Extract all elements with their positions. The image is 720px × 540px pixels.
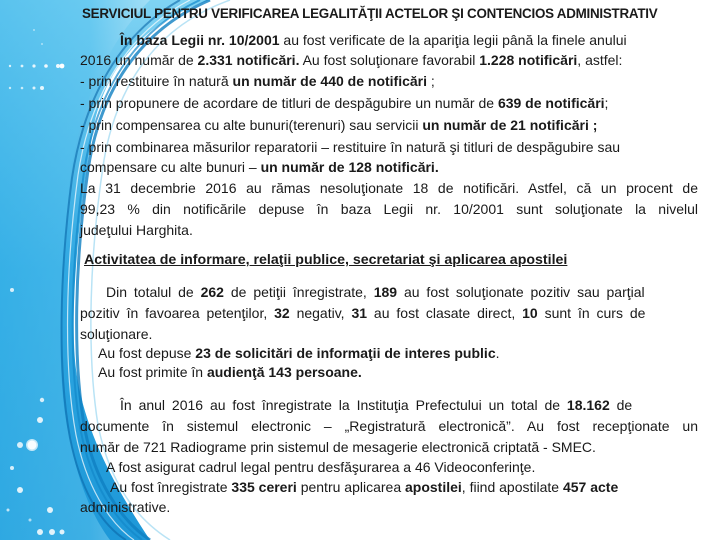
positive-petitions: 189 (373, 284, 398, 300)
text: compensare cu alte bunuri – (80, 159, 261, 175)
text: - prin propunere de acordare de titluri de despăgubire un număr de (80, 95, 498, 111)
text: ; (427, 73, 435, 89)
text: negativ, (289, 305, 352, 321)
text: pozitiv în favoarea petenţilor, (80, 305, 275, 321)
text: Au fost soluţionare favorabil (299, 52, 480, 68)
text: judeţului Harghita. (80, 222, 193, 238)
bold-text: un număr de 21 notificări ; (422, 117, 598, 133)
petitions-line1 (106, 284, 698, 300)
registry-line1 (120, 397, 698, 413)
text: Din totalul de (106, 284, 201, 300)
petitions-line3 (80, 326, 152, 342)
favorable-notifications: 1.228 notificări (479, 52, 578, 68)
text: - prin combinarea măsurilor reparatorii – restituire în natură şi titluri de despăgubire sau (80, 139, 621, 155)
paragraph-unresolved-line3 (80, 222, 193, 238)
bullet-combined-measures (80, 139, 620, 155)
text: Au fost înregistrate (110, 479, 232, 495)
documents-count: 18.162 (566, 397, 610, 413)
paragraph-legea-10-line1 (120, 32, 700, 48)
text: - prin compensarea cu alte bunuri(terenuri) sau servicii (80, 117, 423, 133)
bullet-compensation-titles (80, 95, 608, 111)
text: au fost soluţionate pozitiv sau parţial (397, 284, 645, 300)
petitions-line2 (80, 305, 698, 321)
text: pentru aplicarea (296, 479, 405, 495)
total-petitions: 262 (200, 284, 224, 300)
page-title: SERVICIUL PENTRU VERIFICAREA LEGALITĂŢII ACTELOR ŞI CONTENCIOS ADMINISTRATIV (82, 6, 658, 21)
section-heading-public-relations: Activitatea de informare, relaţii publice, secretariat şi aplicarea apostilei (84, 252, 568, 268)
apostilled-acts-count: 457 acte (562, 479, 619, 495)
text: număr de 721 Radiograme prin sistemul de mesagerie electronică criptată - SMEC. (80, 439, 596, 455)
text: În anul 2016 au fost înregistrate la Instituţia Prefectului un total de (120, 397, 567, 413)
negative-petitions: 32 (274, 305, 290, 321)
text: 2016 un număr de (80, 52, 198, 68)
registry-line2 (80, 418, 698, 434)
text: , astfel: (577, 52, 623, 68)
text: administrative. (80, 499, 171, 515)
paragraph-unresolved-line2 (80, 201, 698, 217)
text: de (609, 397, 633, 413)
text: ; (604, 95, 609, 111)
registry-line3 (80, 439, 596, 455)
text: 99,23 % din notificările depuse în baza Legii nr. 10/2001 sunt soluţionate la nivelul (80, 201, 698, 217)
apostille-line2 (80, 499, 170, 515)
bold-text: un număr de 440 de notificări (232, 73, 428, 89)
text: Au fost primite în (98, 364, 207, 380)
bullet-combined-measures-cont (80, 159, 439, 175)
text: . (495, 345, 500, 361)
paragraph-unresolved-line1 (80, 180, 698, 196)
videoconference-info (106, 459, 535, 475)
law-reference: În baza Legii nr. 10/2001 (120, 32, 280, 48)
text: , fiind apostilate (461, 479, 563, 495)
text: soluţionare. (80, 326, 153, 342)
text: au fost verificate de la apariţia legii până la finele anului (279, 32, 627, 48)
classified-petitions: 31 (351, 305, 368, 321)
pending-petitions: 10 (522, 305, 538, 321)
text: au fost clasate direct, (367, 305, 523, 321)
audience-count: audienţă 143 persoane. (206, 364, 362, 380)
text: sunt în curs de (537, 305, 646, 321)
text: - prin restituire în natură (80, 73, 233, 89)
bold-text: apostilei (405, 479, 462, 495)
text: documente în sistemul electronic – „Registratură electronică”. Au fost recepţionate un (80, 418, 698, 434)
public-info-requests (98, 345, 500, 361)
text: de petiţii înregistrate, (223, 284, 374, 300)
text: A fost asigurat cadrul legal pentru desfăşurarea a 46 Videoconferinţe. (106, 459, 536, 475)
bullet-other-goods (80, 117, 597, 133)
requests-count: 23 de solicitări de informaţii de interes public (195, 345, 496, 361)
audience-info (98, 364, 362, 380)
bold-text: 639 de notificări (497, 95, 605, 111)
total-notifications: 2.331 notificări. (197, 52, 300, 68)
paragraph-legea-10-line2 (80, 52, 622, 68)
bullet-restitution (80, 73, 435, 89)
apostille-line1 (110, 479, 698, 495)
text: La 31 decembrie 2016 au rămas nesoluţionate 18 de notificări. Astfel, că un procent de (80, 180, 698, 196)
requests-apostille-count: 335 cereri (231, 479, 297, 495)
bold-text: un număr de 128 notificări. (260, 159, 439, 175)
text: Au fost depuse (98, 345, 196, 361)
